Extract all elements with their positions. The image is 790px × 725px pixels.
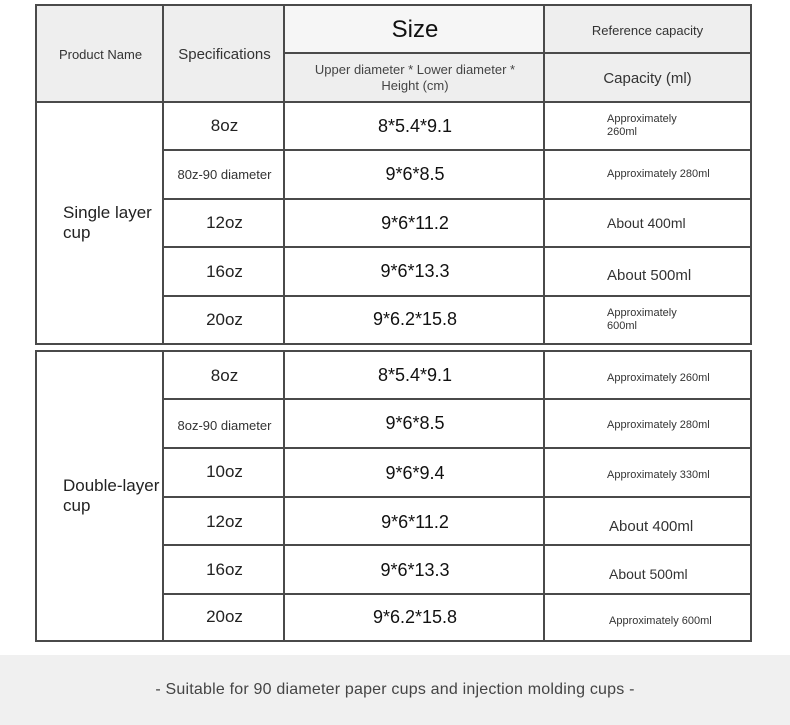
size-cell: 8*5.4*9.1	[377, 115, 453, 136]
product-single-layer-cup: Single layer cup	[63, 202, 152, 242]
product-double-layer-cup	[37, 352, 164, 640]
grid-line	[162, 496, 750, 498]
size-cell: 9*6*8.5	[385, 412, 445, 433]
size-cell: 9*6.2*15.8	[372, 309, 458, 329]
spec-cell: 16oz	[206, 261, 243, 281]
grid-line	[162, 149, 750, 151]
grid-line	[162, 544, 750, 546]
grid-line	[162, 198, 750, 200]
capacity-cell: Approximately 260ml	[607, 372, 710, 384]
grid-line	[162, 6, 164, 343]
grid-line	[283, 6, 285, 343]
header-specifications: Specifications	[178, 45, 271, 63]
spec-cell: 12oz	[206, 512, 243, 531]
grid-line	[162, 295, 750, 297]
capacity-cell: About 500ml	[607, 267, 692, 284]
capacity-cell: Approximately 600ml	[607, 306, 677, 332]
capacity-cell: Approximately 280ml	[607, 418, 710, 431]
header-reference-capacity: Reference capacity	[591, 22, 704, 38]
grid-line	[543, 6, 545, 343]
capacity-cell: Approximately 600ml	[609, 614, 712, 627]
footer-note: - Suitable for 90 diameter paper cups and injection molding cups -	[155, 681, 635, 698]
size-cell: 8*5.4*9.1	[377, 365, 453, 385]
capacity-cell: Approximately 330ml	[607, 469, 710, 481]
grid-line	[162, 447, 750, 449]
size-cell: 9*6*13.3	[380, 261, 450, 281]
size-cell: 9*6*13.3	[380, 559, 450, 580]
grid-line	[162, 246, 750, 248]
grid-line	[162, 398, 750, 400]
capacity-cell: About 500ml	[609, 566, 688, 582]
spec-cell: 8oz	[210, 365, 239, 385]
spec-cell: 8oz	[210, 116, 239, 135]
spec-cell: 12oz	[206, 213, 243, 232]
header-product-name: Product Name	[58, 46, 143, 62]
size-cell: 9*6*11.2	[381, 511, 449, 532]
grid-line	[283, 52, 750, 54]
spec-cell: 20oz	[206, 309, 243, 329]
size-cell: 9*6*9.4	[385, 463, 445, 483]
size-cell: 9*6.2*15.8	[372, 606, 458, 627]
capacity-cell: About 400ml	[607, 215, 686, 231]
size-cell: 9*6*8.5	[385, 164, 445, 184]
capacity-cell: About 400ml	[609, 517, 694, 535]
spec-cell: 10oz	[206, 461, 243, 481]
spec-cell: 80z-90 diameter	[177, 167, 272, 182]
single-layer-table	[35, 4, 752, 345]
double-layer-table	[35, 350, 752, 642]
header-size: Size	[391, 16, 439, 43]
footer-note-bar	[0, 655, 790, 725]
header-size-subtitle: Upper diameter * Lower diameter * Height (cm)	[314, 62, 516, 93]
spec-cell: 16oz	[206, 560, 243, 579]
capacity-cell: Approximately 260ml	[607, 113, 677, 138]
grid-line	[162, 593, 750, 595]
product-double-layer-label: Double-layer cup	[63, 476, 160, 515]
header-capacity-ml: Capacity (ml)	[603, 69, 692, 87]
grid-line	[37, 101, 750, 103]
capacity-cell: Approximately 280ml	[607, 168, 710, 180]
size-cell: 9*6*11.2	[381, 212, 449, 233]
spec-cell: 20oz	[206, 607, 243, 626]
spec-cell: 8oz-90 diameter	[177, 417, 272, 433]
